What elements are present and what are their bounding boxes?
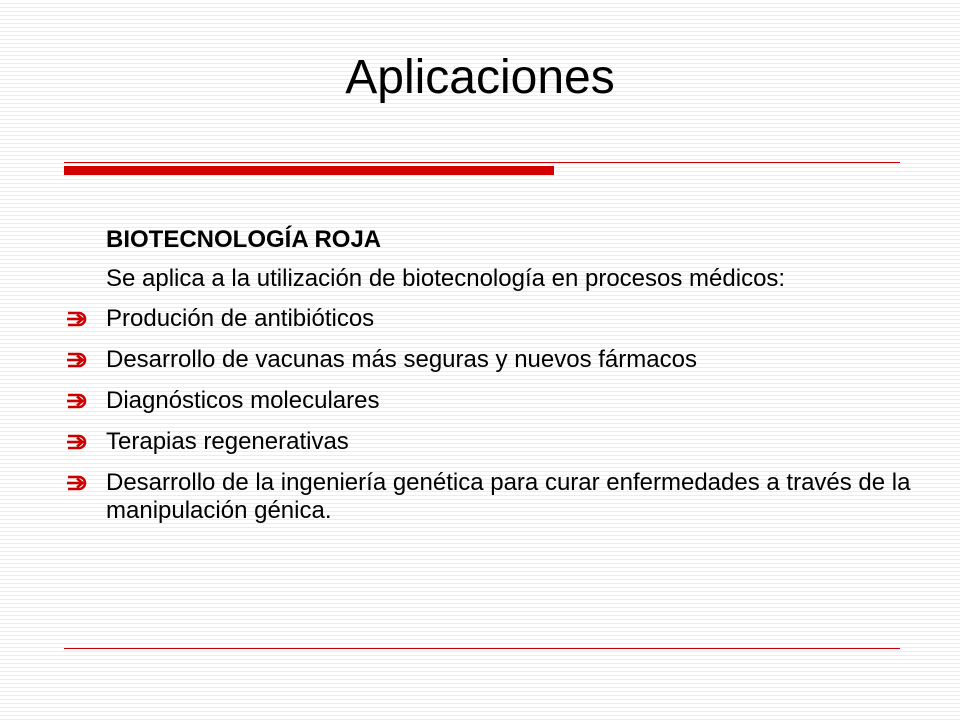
bullet-text: Desarrollo de la ingeniería genética para curar enfermedades a través de la manipulación génica. xyxy=(106,469,911,524)
bullet-text: Produción de antibióticos xyxy=(106,305,375,332)
red-arrow-bullet-icon xyxy=(64,429,90,455)
top-thin-divider xyxy=(64,162,900,163)
bullet-item xyxy=(0,305,960,333)
bullet-item xyxy=(0,469,960,525)
bottom-thin-divider xyxy=(64,648,900,649)
bullet-text: Desarrollo de vacunas más seguras y nuevos fármacos xyxy=(106,346,697,373)
red-arrow-bullet-icon xyxy=(64,388,90,414)
bullet-text: Diagnósticos moleculares xyxy=(106,387,380,414)
bullet-item xyxy=(0,346,960,374)
top-thick-accent-bar xyxy=(64,166,554,175)
slide-body xyxy=(0,226,960,538)
bullet-text: Terapias regenerativas xyxy=(106,428,349,455)
bullet-item xyxy=(0,387,960,415)
section-heading: BIOTECNOLOGÍA ROJA xyxy=(106,226,382,253)
red-arrow-bullet-icon xyxy=(64,306,90,332)
red-arrow-bullet-icon xyxy=(64,470,90,496)
intro-text: Se aplica a la utilización de biotecnología en procesos médicos: xyxy=(106,265,786,292)
bullet-item xyxy=(0,428,960,456)
red-arrow-bullet-icon xyxy=(64,347,90,373)
slide-title: Aplicaciones xyxy=(345,51,615,104)
